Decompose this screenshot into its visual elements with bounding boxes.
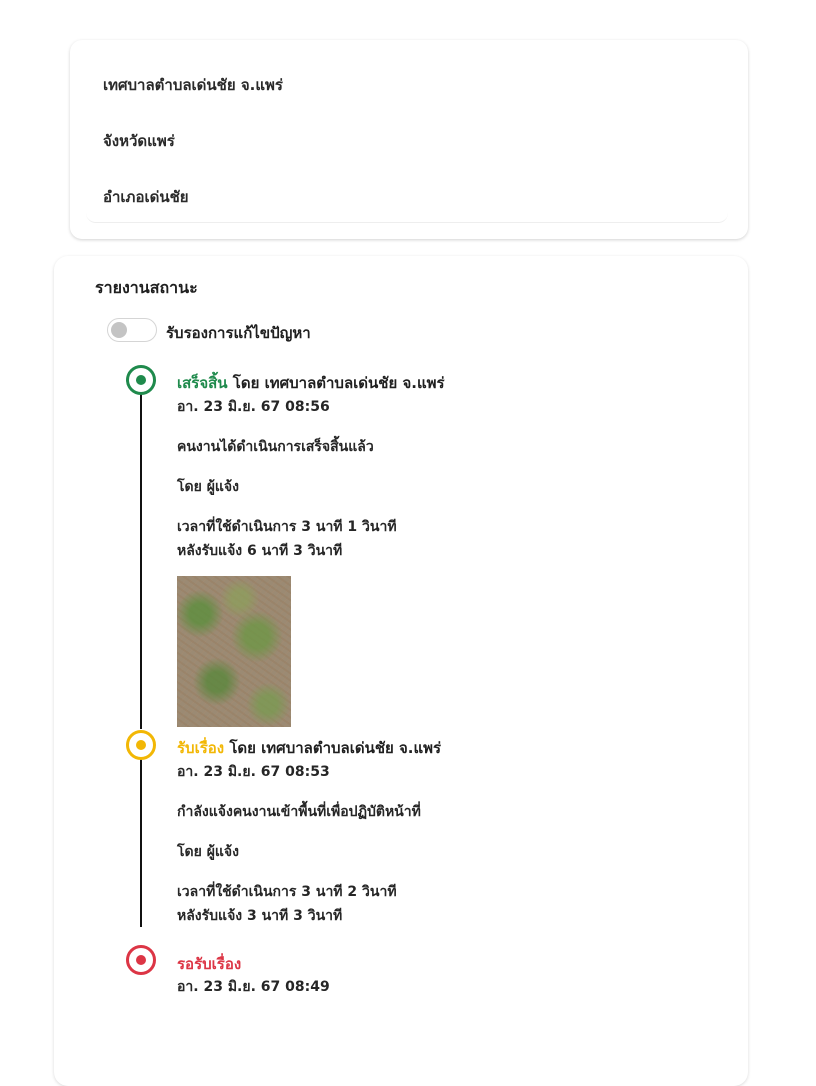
event-title [177, 371, 445, 395]
event-reporter: โดย ผู้แจ้ง [177, 844, 239, 860]
event-title [177, 952, 241, 976]
event-reporter: โดย ผู้แจ้ง [177, 479, 239, 495]
event-by: โดย เทศบาลตำบลเด่นชัย จ.แพร่ [232, 374, 445, 392]
approve-fix-label: รับรองการแก้ไขปัญหา [166, 324, 311, 342]
event-timestamp: อา. 23 มิ.ย. 67 08:49 [177, 979, 330, 995]
timeline-connector [140, 759, 142, 927]
event-status: เสร็จสิ้น [177, 374, 228, 392]
event-status: รอรับเรื่อง [177, 955, 242, 973]
status-received-icon [126, 730, 156, 760]
event-duration: เวลาที่ใช้ดำเนินการ 3 นาที 2 วินาที [177, 884, 397, 900]
event-status: รับเรื่อง [177, 739, 225, 757]
status-waiting-icon [126, 945, 156, 975]
approve-fix-toggle[interactable] [107, 318, 157, 342]
status-report-title: รายงานสถานะ [95, 278, 198, 297]
province-name: จังหวัดแพร่ [103, 132, 175, 150]
event-message: กำลังแจ้งคนงานเข้าพื้นที่เพื่อปฏิบัติหน้าที่ [177, 804, 421, 820]
status-complete-icon [126, 365, 156, 395]
event-after-report: หลังรับแจ้ง 3 นาที 3 วินาที [177, 908, 343, 924]
event-duration: เวลาที่ใช้ดำเนินการ 3 นาที 1 วินาที [177, 519, 397, 535]
event-after-report: หลังรับแจ้ง 6 นาที 3 วินาที [177, 543, 343, 559]
event-by: โดย เทศบาลตำบลเด่นชัย จ.แพร่ [229, 739, 442, 757]
organization-name: เทศบาลตำบลเด่นชัย จ.แพร่ [103, 76, 283, 94]
event-message: คนงานได้ดำเนินการเสร็จสิ้นแล้ว [177, 439, 374, 455]
event-timestamp: อา. 23 มิ.ย. 67 08:56 [177, 399, 330, 415]
timeline-connector [140, 393, 142, 729]
evidence-photo[interactable] [177, 576, 291, 727]
event-timestamp: อา. 23 มิ.ย. 67 08:53 [177, 764, 330, 780]
district-name: อำเภอเด่นชัย [103, 188, 189, 206]
event-title [177, 736, 441, 760]
toggle-knob [111, 322, 127, 338]
